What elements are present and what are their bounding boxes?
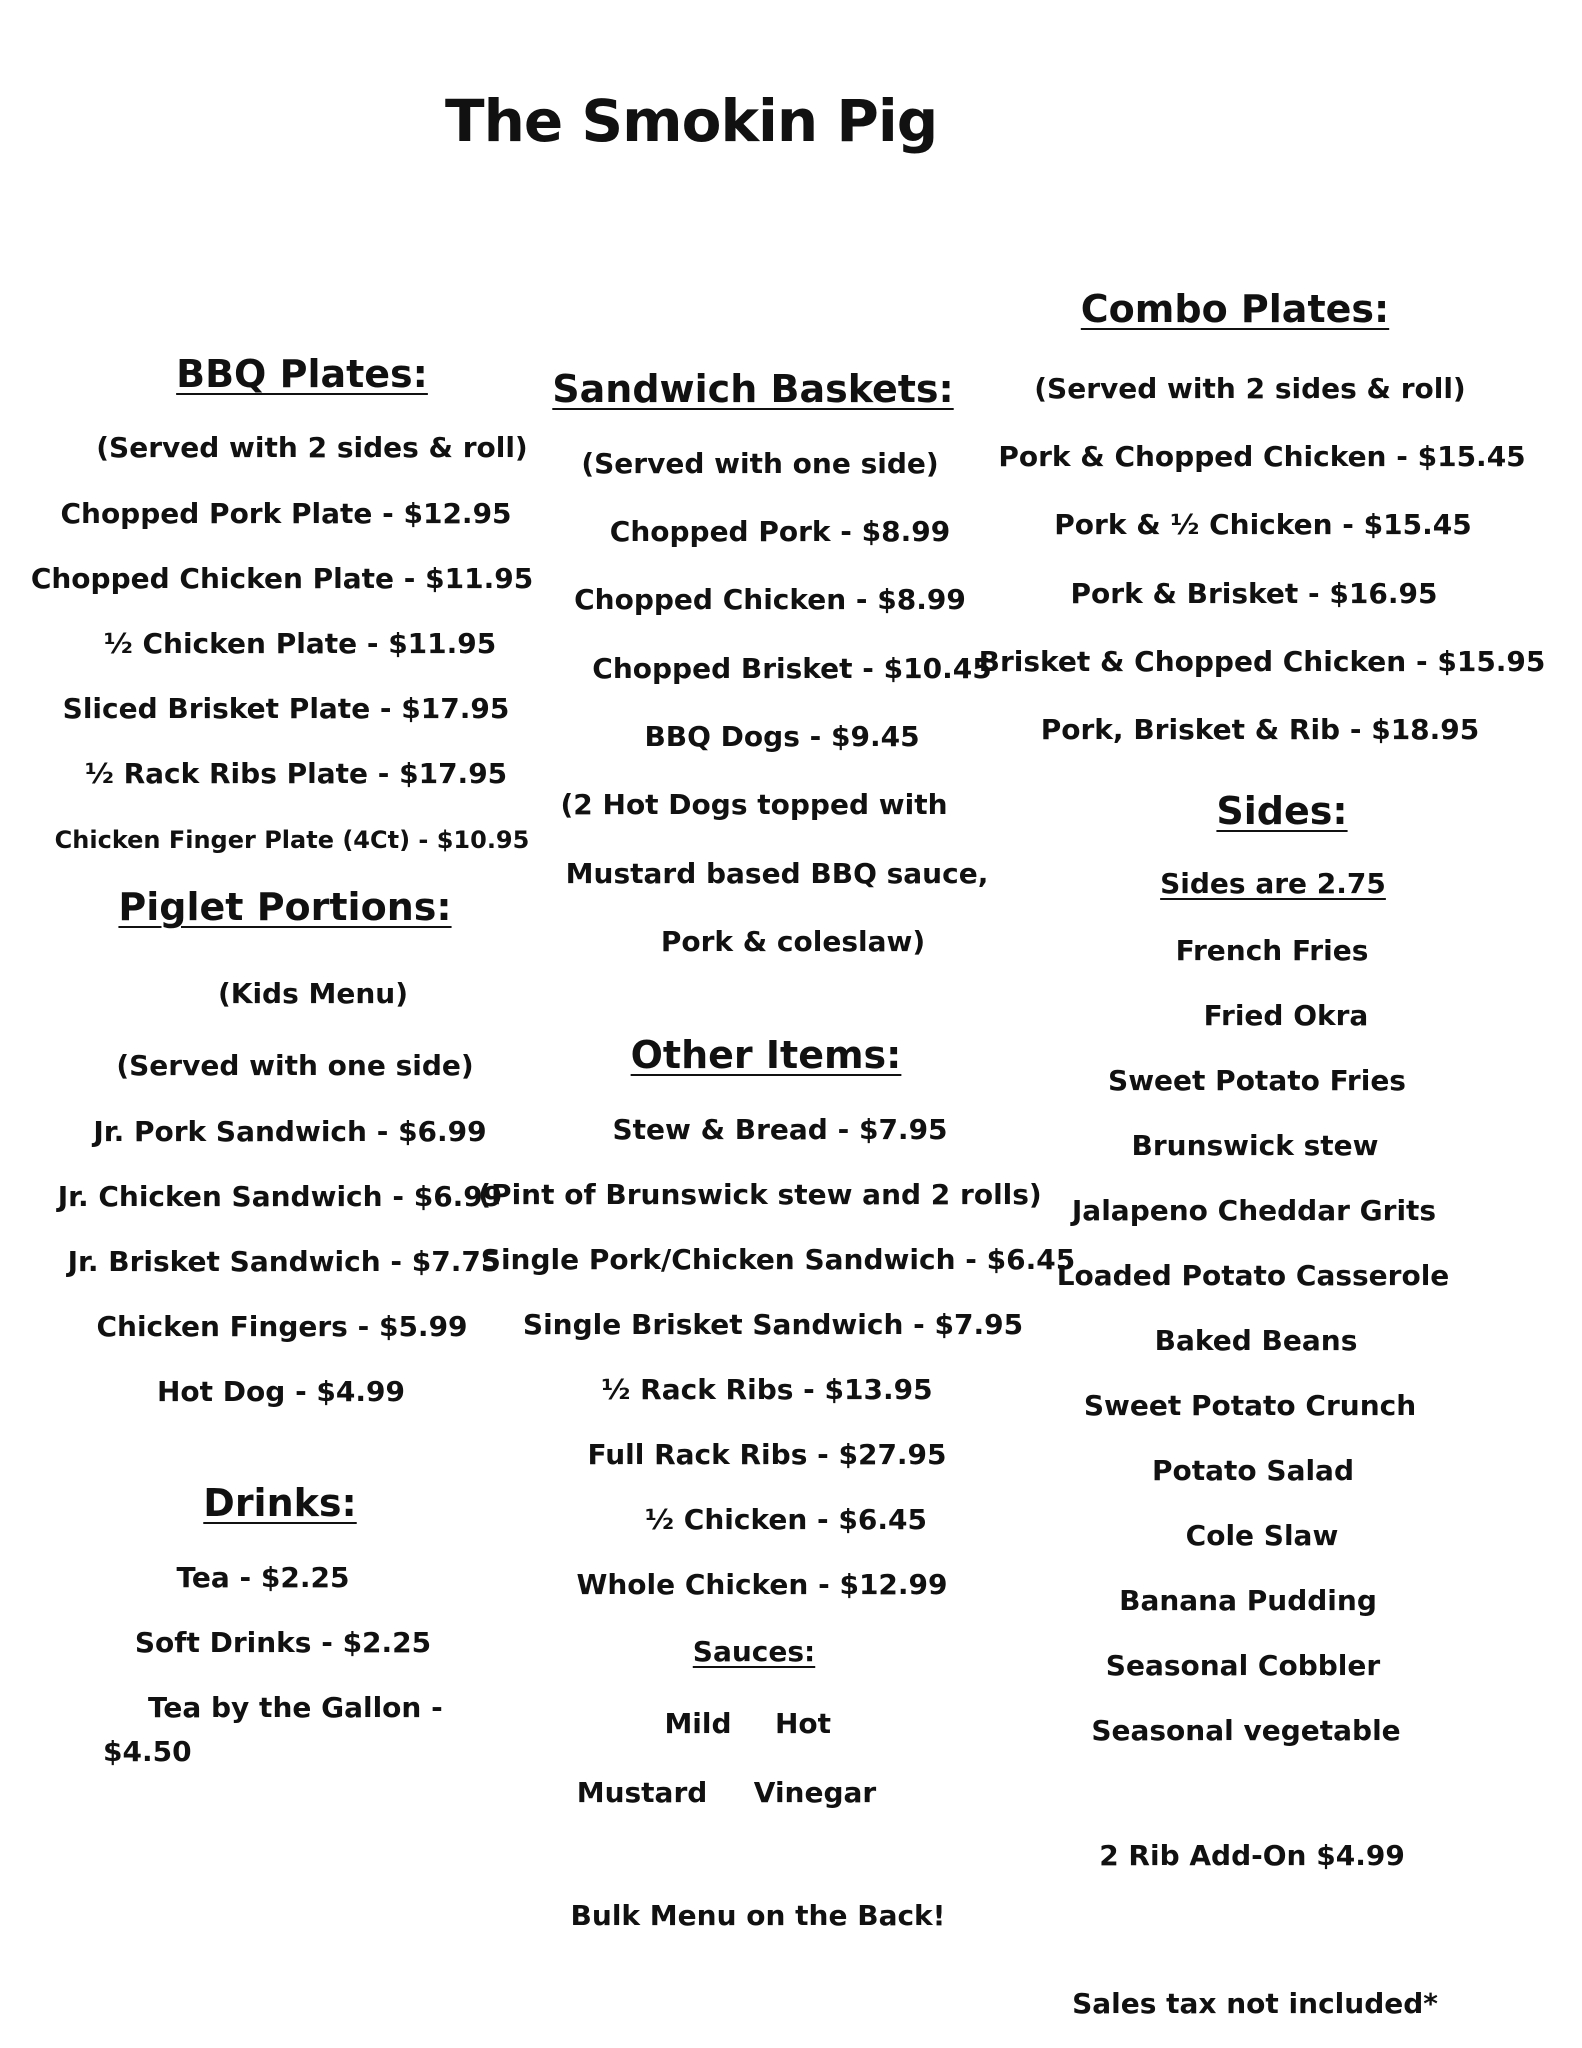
rib-addon: 2 Rib Add-On $4.99 [1099, 1839, 1405, 1872]
piglet-portions-heading: Piglet Portions: [118, 885, 452, 929]
other-item-note: (Pint of Brunswick stew and 2 rolls) [478, 1178, 1042, 1211]
side-item: Sweet Potato Crunch [1083, 1389, 1417, 1422]
drink-item: Tea - $2.25 [176, 1561, 350, 1594]
bbq-plate-item: Chicken Finger Plate (4Ct) - $10.95 [54, 826, 530, 854]
piglet-item: Chicken Fingers - $5.99 [96, 1310, 468, 1343]
bbq-plate-item: ½ Rack Ribs Plate - $17.95 [84, 757, 508, 790]
piglet-item: Jr. Brisket Sandwich - $7.75 [67, 1245, 501, 1278]
piglet-item: Jr. Chicken Sandwich - $6.99 [57, 1180, 503, 1213]
bulk-menu-note: Bulk Menu on the Back! [570, 1899, 946, 1932]
sauce-item: Mild [664, 1707, 732, 1740]
side-item: French Fries [1175, 934, 1369, 967]
side-item: Sweet Potato Fries [1108, 1064, 1406, 1097]
other-item: Stew & Bread - $7.95 [612, 1113, 948, 1146]
sauce-item: Mustard [576, 1776, 708, 1809]
piglet-item: Hot Dog - $4.99 [156, 1375, 406, 1408]
bbq-plate-item: Sliced Brisket Plate - $17.95 [62, 692, 510, 725]
drink-item: Soft Drinks - $2.25 [134, 1626, 432, 1659]
sandwich-item: BBQ Dogs - $9.45 [644, 720, 920, 753]
piglet-item: Jr. Pork Sandwich - $6.99 [93, 1115, 487, 1148]
side-item: Potato Salad [1151, 1454, 1355, 1487]
menu-title: The Smokin Pig [445, 87, 938, 155]
side-item: Cole Slaw [1185, 1519, 1339, 1552]
side-item: Fried Okra [1203, 999, 1369, 1032]
other-item: ½ Chicken - $6.45 [645, 1503, 927, 1536]
side-item: Loaded Potato Casserole [1056, 1259, 1450, 1292]
side-item: Brunswick stew [1131, 1129, 1379, 1162]
bbq-plate-item: Chopped Pork Plate - $12.95 [60, 497, 512, 530]
bbq-plate-item: ½ Chicken Plate - $11.95 [103, 627, 497, 660]
combo-item: Pork & ½ Chicken - $15.45 [1054, 508, 1472, 541]
combo-item: Pork, Brisket & Rib - $18.95 [1040, 713, 1480, 746]
other-item: Single Pork/Chicken Sandwich - $6.45 [480, 1243, 1076, 1276]
side-item: Seasonal Cobbler [1105, 1649, 1381, 1682]
combo-item: Pork & Chopped Chicken - $15.45 [998, 440, 1526, 473]
bbq-plates-note: (Served with 2 sides & roll) [96, 431, 528, 464]
sides-heading: Sides: [1216, 789, 1348, 833]
sandwich-item: Chopped Brisket - $10.45 [592, 652, 992, 685]
other-items-heading: Other Items: [630, 1033, 902, 1077]
side-item: Banana Pudding [1119, 1584, 1377, 1617]
sandwich-baskets-note: (Served with one side) [581, 447, 939, 480]
piglet-portions-note: (Served with one side) [116, 1049, 474, 1082]
drinks-heading: Drinks: [203, 1481, 357, 1525]
other-item: Single Brisket Sandwich - $7.95 [522, 1308, 1024, 1341]
other-item: Whole Chicken - $12.99 [576, 1568, 948, 1601]
drink-item: Tea by the Gallon - [148, 1691, 443, 1724]
sauce-item: Hot [774, 1707, 832, 1740]
sauces-heading: Sauces: [692, 1635, 816, 1668]
sandwich-baskets-heading: Sandwich Baskets: [552, 367, 954, 411]
other-item: ½ Rack Ribs - $13.95 [601, 1373, 933, 1406]
combo-plates-note: (Served with 2 sides & roll) [1034, 372, 1466, 405]
combo-item: Pork & Brisket - $16.95 [1070, 577, 1438, 610]
sauce-item: Vinegar [753, 1776, 877, 1809]
sandwich-item-note: Mustard based BBQ sauce, [565, 857, 989, 890]
drink-item-price: $4.50 [103, 1735, 192, 1768]
sides-price-note: Sides are 2.75 [1160, 867, 1386, 900]
bbq-plate-item: Chopped Chicken Plate - $11.95 [30, 562, 534, 595]
sandwich-item: Chopped Chicken - $8.99 [574, 583, 966, 616]
bbq-plates-heading: BBQ Plates: [176, 352, 428, 396]
other-item: Full Rack Ribs - $27.95 [587, 1438, 947, 1471]
combo-item: Brisket & Chopped Chicken - $15.95 [978, 645, 1546, 678]
sandwich-item: Chopped Pork - $8.99 [609, 515, 951, 548]
sandwich-item-note: (2 Hot Dogs topped with [560, 788, 948, 821]
sandwich-item-note: Pork & coleslaw) [660, 925, 926, 958]
combo-plates-heading: Combo Plates: [1080, 287, 1390, 331]
side-item: Jalapeno Cheddar Grits [1071, 1194, 1437, 1227]
side-item: Seasonal vegetable [1091, 1714, 1401, 1747]
sales-tax-note: Sales tax not included* [1072, 1987, 1438, 2020]
kids-menu-label: (Kids Menu) [217, 977, 409, 1010]
side-item: Baked Beans [1154, 1324, 1358, 1357]
